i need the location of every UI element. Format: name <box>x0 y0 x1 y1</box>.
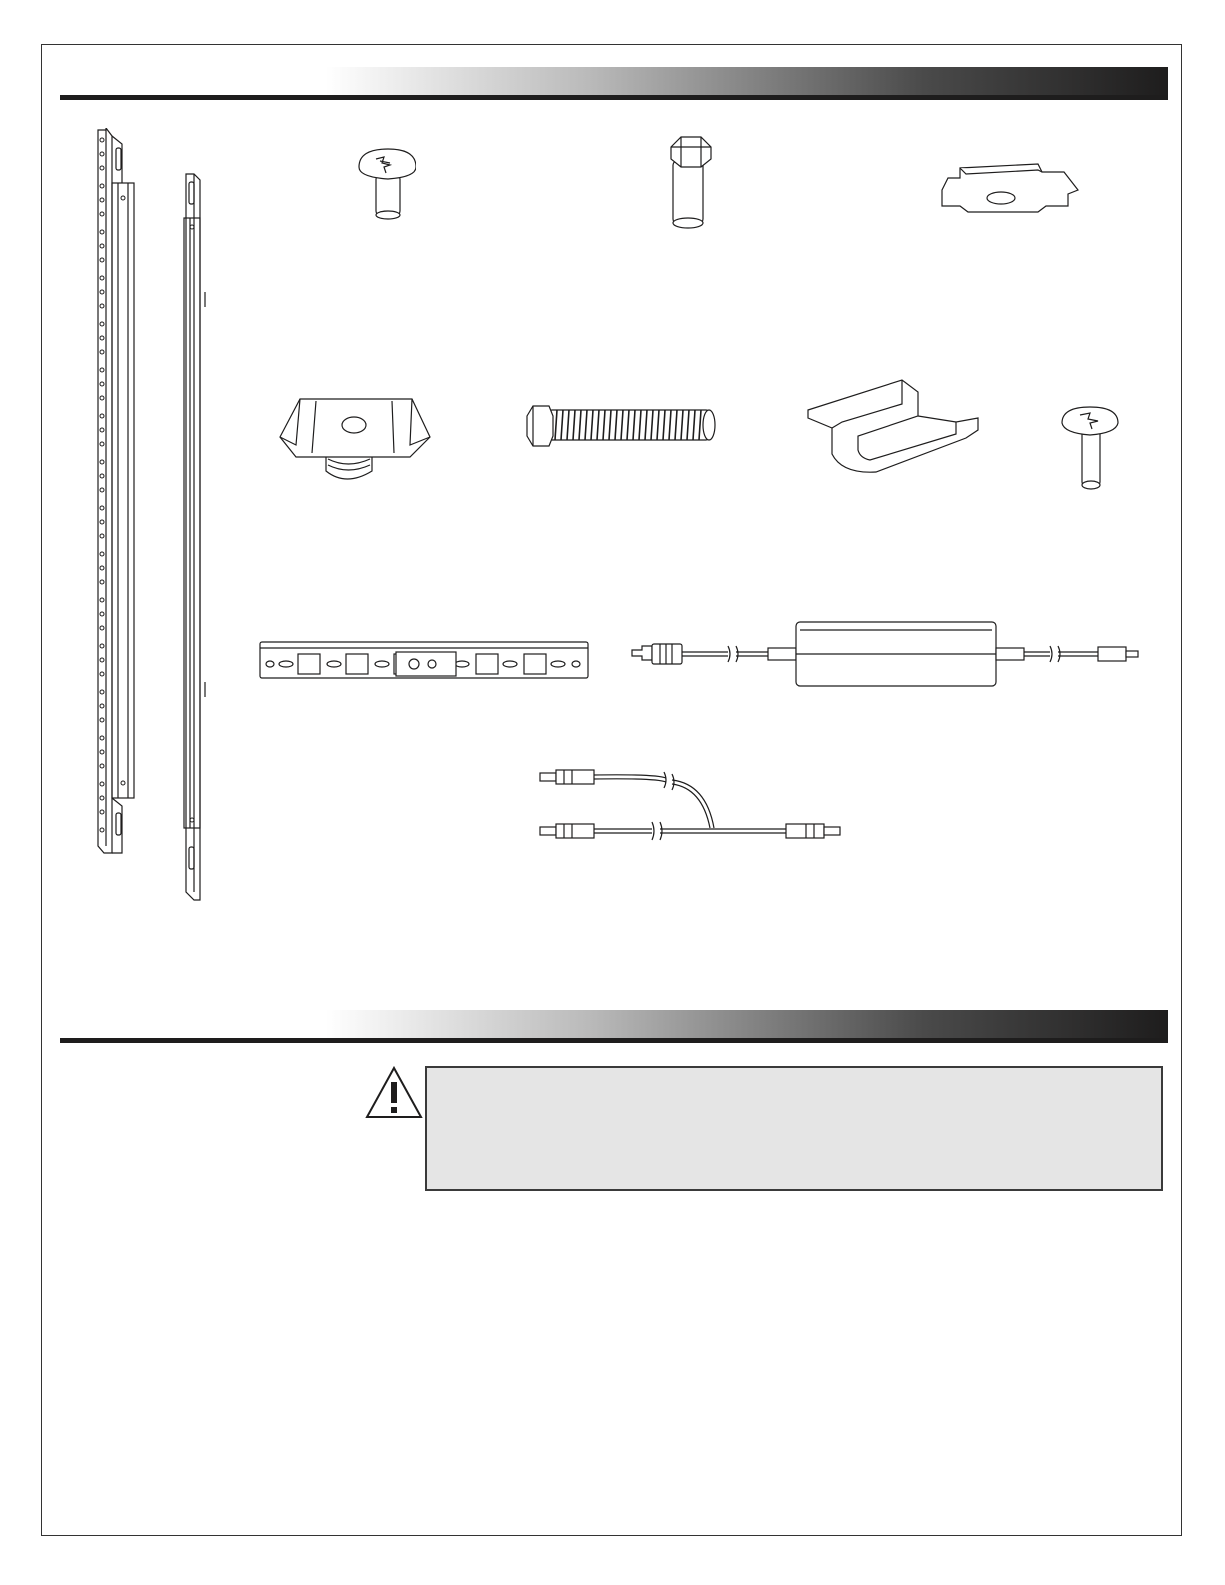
cage-nut-plate-illustration <box>938 160 1083 215</box>
hex-bolt-illustration <box>663 133 719 233</box>
section-header-rule <box>60 95 1168 100</box>
phillips-screw-short-illustration <box>356 145 416 225</box>
section-header-rule <box>60 1038 1168 1043</box>
warning-box <box>425 1066 1163 1191</box>
rack-panel-controller-illustration <box>258 640 593 682</box>
section-header-parts <box>60 67 1168 95</box>
section-header-safety <box>60 1010 1168 1038</box>
vertical-rail-long-illustration <box>92 128 142 858</box>
power-adapter-illustration <box>628 620 1143 690</box>
warning-triangle-icon <box>364 1065 424 1120</box>
u-channel-clip-illustration <box>806 378 986 478</box>
phillips-screw-long-illustration <box>1060 403 1120 493</box>
sliding-nut-block-illustration <box>276 393 436 488</box>
vertical-rail-short-illustration <box>180 172 220 907</box>
threaded-bolt-illustration <box>523 402 723 452</box>
y-splitter-cable-illustration <box>536 760 856 850</box>
